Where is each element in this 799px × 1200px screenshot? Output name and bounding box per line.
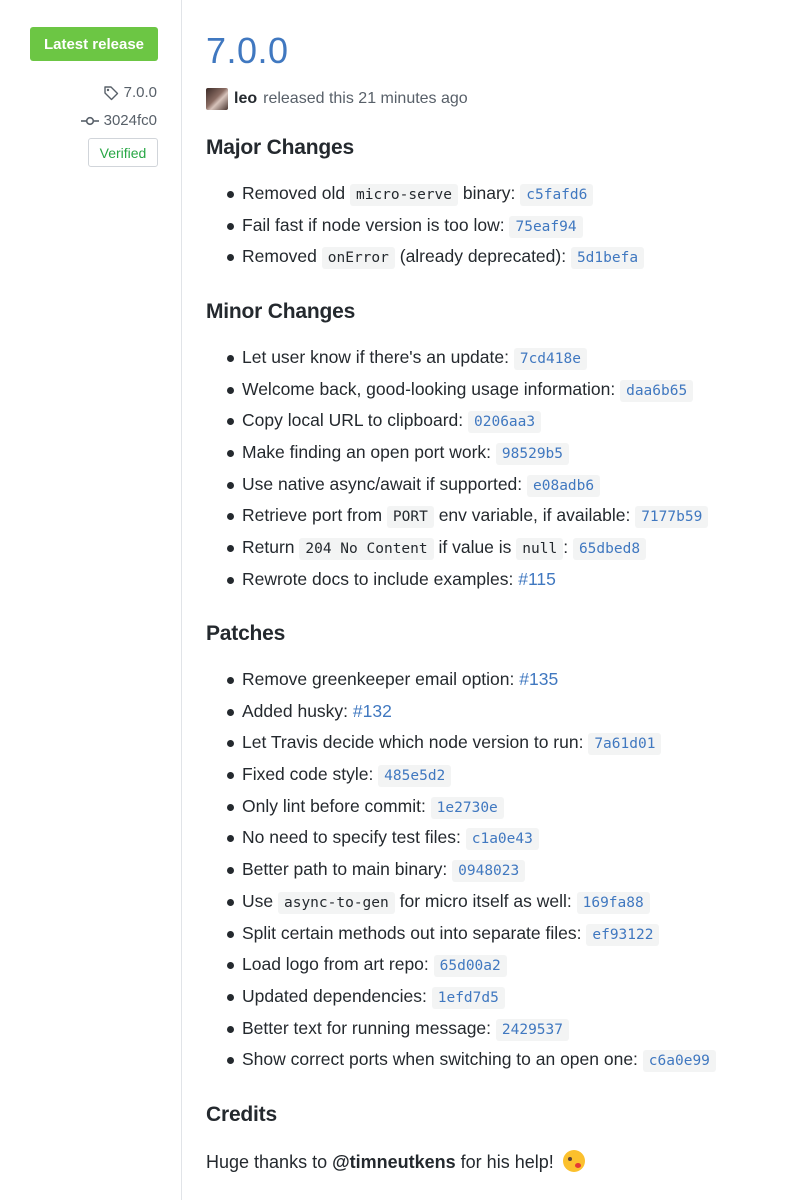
commit-sha-link[interactable]: c6a0e99: [643, 1050, 716, 1072]
item-text: Removed: [242, 246, 322, 267]
patches-list: [206, 664, 799, 1076]
item-text: Show correct ports when switching to an open one:: [242, 1049, 643, 1070]
commit-sha-link[interactable]: c1a0e43: [466, 828, 539, 850]
commit-sha-link[interactable]: 485e5d2: [378, 765, 451, 787]
item-text: Split certain methods out into separate files:: [242, 922, 587, 943]
list-item: [206, 405, 799, 437]
list-item: [206, 918, 799, 950]
item-text: Only lint before commit:: [242, 795, 431, 816]
item-text: Use: [242, 890, 278, 911]
released-text: released this 21 minutes ago: [263, 90, 468, 107]
issue-link[interactable]: #135: [519, 669, 559, 689]
release-title[interactable]: 7.0.0: [206, 30, 289, 71]
issue-link[interactable]: #115: [518, 568, 556, 589]
list-item: [206, 1044, 799, 1076]
commit-sha-link[interactable]: 7a61d01: [588, 733, 661, 755]
item-text: Let Travis decide which node version to run:: [242, 732, 589, 753]
avatar[interactable]: [206, 88, 228, 110]
credits-text: [206, 1150, 585, 1173]
item-text: Removed old: [242, 183, 350, 203]
list-item: [206, 241, 799, 273]
item-text: Make finding an open port work:: [242, 442, 496, 463]
tag-name: 7.0.0: [123, 84, 157, 101]
commit-sha-link[interactable]: 5d1befa: [571, 247, 644, 269]
list-item: [206, 564, 799, 596]
list-item: [206, 469, 799, 501]
item-text: Better path to main binary:: [242, 859, 453, 880]
list-item: [206, 178, 799, 210]
list-item: [206, 949, 799, 981]
commit-sha-link[interactable]: 2429537: [496, 1019, 569, 1041]
list-item: [206, 696, 799, 728]
inline-code: async-to-gen: [278, 892, 395, 914]
item-text: Fail fast if node version is too low:: [242, 214, 510, 235]
item-text: for micro itself as well:: [394, 890, 577, 911]
commit-sha-link[interactable]: 7cd418e: [514, 348, 587, 370]
release-sidebar: [0, 0, 182, 1200]
item-text: Better text for running message:: [242, 1017, 496, 1038]
inline-code: micro-serve: [350, 184, 458, 206]
credits-before: Huge thanks to: [206, 1152, 333, 1172]
list-item: [206, 886, 799, 918]
item-text: :: [563, 537, 573, 558]
item-text: Updated dependencies:: [242, 985, 432, 1006]
major-changes-section: [206, 136, 799, 273]
commit-sha-link[interactable]: e08adb6: [527, 475, 600, 497]
commit-sha-link[interactable]: 75eaf94: [509, 216, 582, 238]
major-changes-list: [206, 178, 799, 273]
commit-sha-link[interactable]: 65d00a2: [434, 955, 507, 977]
credits-section: [206, 1103, 799, 1127]
item-text: Load logo from art repo:: [242, 954, 434, 975]
inline-code: onError: [322, 247, 395, 269]
minor-changes-list: [206, 342, 799, 596]
list-item: [206, 791, 799, 823]
list-item: [206, 981, 799, 1013]
list-item: [206, 664, 799, 696]
minor-changes-section: [206, 300, 799, 596]
item-text: Added husky:: [242, 700, 353, 721]
commit-sha: 3024fc0: [103, 112, 157, 129]
issue-link[interactable]: #132: [352, 700, 392, 721]
list-item: [206, 342, 799, 374]
commit-sha-link[interactable]: 7177b59: [635, 506, 708, 528]
author-name[interactable]: leo: [234, 90, 258, 107]
inline-code: PORT: [387, 506, 434, 528]
list-item: [206, 854, 799, 886]
inline-code: 204 No Content: [299, 538, 433, 560]
commit-sha-link[interactable]: 1efd7d5: [432, 987, 505, 1009]
item-text: Fixed code style:: [242, 764, 379, 785]
commit-sha-link[interactable]: c5fafd6: [520, 184, 593, 206]
item-text: if value is: [433, 537, 517, 558]
credits-after: for his help!: [455, 1152, 554, 1172]
item-text: env variable, if available:: [433, 505, 636, 526]
commit-icon: [81, 115, 99, 127]
commit-sha-link[interactable]: 98529b5: [496, 443, 569, 465]
latest-release-badge: Latest release: [30, 27, 158, 61]
list-item: [206, 210, 799, 242]
commit-sha-link[interactable]: ef93122: [586, 924, 659, 946]
list-item: [206, 759, 799, 791]
verified-badge[interactable]: Verified: [88, 138, 158, 167]
commit-sha-link[interactable]: 169fa88: [577, 892, 650, 914]
author-line: [206, 88, 468, 110]
commit-sha-link[interactable]: 1e2730e: [431, 797, 504, 819]
major-changes-heading: Major Changes: [206, 136, 354, 159]
list-item: [206, 532, 799, 564]
item-text: Let user know if there's an update:: [242, 347, 514, 367]
item-text: Use native async/await if supported:: [242, 473, 528, 494]
commit-sha-link[interactable]: daa6b65: [620, 380, 693, 402]
item-text: No need to specify test files:: [242, 827, 466, 848]
mention-link[interactable]: @timneutkens: [332, 1152, 456, 1172]
commit-sha-link[interactable]: 0948023: [452, 860, 525, 882]
credits-heading: Credits: [206, 1103, 277, 1126]
tag-link[interactable]: [103, 84, 157, 101]
item-text: Remove greenkeeper email option:: [242, 669, 520, 689]
list-item: [206, 822, 799, 854]
item-text: (already deprecated):: [394, 246, 571, 267]
list-item: [206, 500, 799, 532]
item-text: Copy local URL to clipboard:: [242, 410, 468, 431]
item-text: Rewrote docs to include examples:: [242, 568, 519, 589]
patches-heading: Patches: [206, 622, 286, 645]
minor-changes-heading: Minor Changes: [206, 300, 356, 323]
list-item: [206, 374, 799, 406]
item-text: binary:: [458, 183, 521, 203]
kissing-face-emoji-icon: [563, 1150, 585, 1172]
item-text: Return: [242, 537, 300, 558]
item-text: Welcome back, good-looking usage information:: [242, 378, 621, 399]
item-text: Retrieve port from: [242, 505, 387, 526]
list-item: [206, 437, 799, 469]
list-item: [206, 1013, 799, 1045]
inline-code: null: [516, 538, 563, 560]
list-item: [206, 727, 799, 759]
commit-sha-link[interactable]: 65dbed8: [573, 538, 646, 560]
tag-icon: [103, 85, 119, 101]
commit-sha-link[interactable]: 0206aa3: [468, 411, 541, 433]
patches-section: [206, 622, 799, 1076]
commit-link[interactable]: [81, 112, 157, 129]
